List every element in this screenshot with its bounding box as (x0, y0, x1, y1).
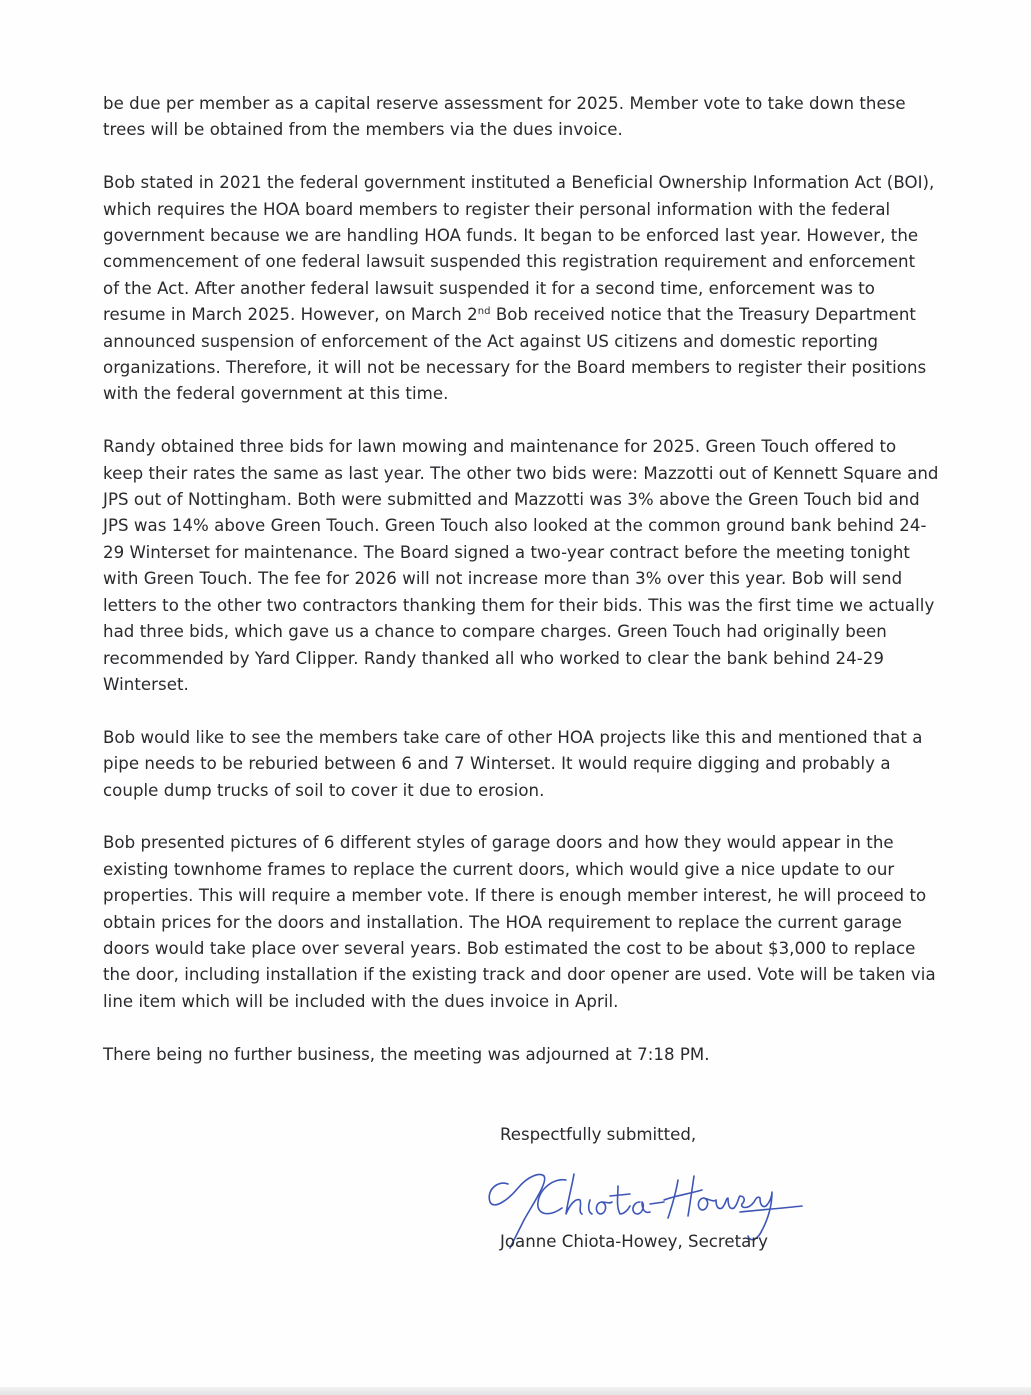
text-segment: Bob received notice that the Treasury Department (490, 305, 916, 325)
paragraph-pipe-project (103, 725, 963, 804)
text-line: existing townhome frames to replace the current doors, which would give a nice update to our (103, 859, 895, 879)
text-segment: resume in March 2025. However, on March 2 (103, 305, 478, 325)
text-line: keep their rates the same as last year. The other two bids were: Mazzotti out of Kennett Square and (103, 463, 939, 483)
paragraph-boi-act (103, 170, 963, 408)
text-line: organizations. Therefore, it will not be necessary for the Board members to register their positions (103, 358, 927, 378)
text-line: with Green Touch. The fee for 2026 will not increase more than 3% over this year. Bob will send (103, 569, 903, 589)
text-line: announced suspension of enforcement of the Act against US citizens and domestic reporting (103, 331, 879, 351)
ordinal-superscript: nd (477, 306, 491, 318)
text-line: JPS was 14% above Green Touch. Green Touch also looked at the common ground bank behind 24- (103, 516, 927, 536)
paragraph-adjournment (103, 1042, 963, 1068)
text-line: trees will be obtained from the members via the dues invoice. (103, 120, 623, 140)
paragraph-garage-doors (103, 830, 963, 1015)
text-line: JPS out of Nottingham. Both were submitted and Mazzotti was 3% above the Green Touch bid and (103, 490, 920, 510)
text-line: Bob would like to see the members take care of other HOA projects like this and mentioned that a (103, 727, 923, 747)
text-line: which requires the HOA board members to register their personal information with the federal (103, 199, 891, 219)
text-line: Randy obtained three bids for lawn mowing and maintenance for 2025. Green Touch offered to (103, 437, 897, 457)
text-line: commencement of one federal lawsuit suspended this registration requirement and enforcement (103, 252, 916, 272)
text-line: letters to the other two contractors thanking them for their bids. This was the first time we actually (103, 595, 935, 615)
text-line: line item which will be included with the dues invoice in April. (103, 991, 619, 1011)
text-line: There being no further business, the meeting was adjourned at 7:18 PM. (103, 1044, 710, 1064)
text-line: had three bids, which gave us a chance to compare charges. Green Touch had originally been (103, 622, 887, 642)
text-line: Bob stated in 2021 the federal government instituted a Beneficial Ownership Information Act (BOI), (103, 173, 935, 193)
text-line: doors would take place over several years. Bob estimated the cost to be about $3,000 to replace (103, 938, 916, 958)
text-line: be due per member as a capital reserve assessment for 2025. Member vote to take down these (103, 94, 906, 113)
text-line: of the Act. After another federal lawsuit suspended it for a second time, enforcement was to (103, 278, 876, 298)
text-line: 29 Winterset for maintenance. The Board signed a two-year contract before the meeting tonight (103, 542, 910, 562)
page-bottom-edge (0, 1387, 1031, 1395)
text-line: with the federal government at this time. (103, 384, 449, 404)
text-line: couple dump trucks of soil to cover it due to erosion. (103, 780, 545, 800)
closing-phrase: Respectfully submitted, (500, 1125, 697, 1144)
text-line: pipe needs to be reburied between 6 and 7 Winterset. It would require digging and probably a (103, 754, 891, 774)
text-line: Winterset. (103, 674, 189, 694)
minutes-body (103, 91, 963, 1094)
text-line: government because we are handling HOA funds. It began to be enforced last year. However, the (103, 226, 919, 246)
text-line: properties. This will require a member vote. If there is enough member interest, he will proceed to (103, 886, 927, 906)
text-line: the door, including installation if the existing track and door opener are used. Vote will be taken via (103, 965, 936, 985)
paragraph-lawn-bids (103, 434, 963, 698)
text-line: Bob presented pictures of 6 different styles of garage doors and how they would appear in the (103, 833, 894, 853)
text-line: recommended by Yard Clipper. Randy thanked all who worked to clear the bank behind 24-29 (103, 648, 885, 668)
text-line: obtain prices for the doors and installation. The HOA requirement to replace the current garage (103, 912, 902, 932)
text-line-with-superscript (103, 302, 963, 328)
signer-name-title: Joanne Chiota-Howey, Secretary (500, 1232, 768, 1251)
paragraph-capital-reserve (103, 91, 963, 144)
